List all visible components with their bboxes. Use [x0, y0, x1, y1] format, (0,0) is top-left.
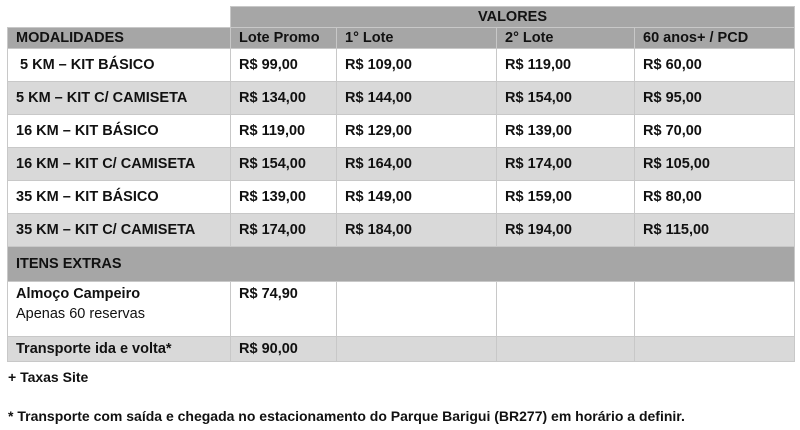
extra-row	[8, 282, 795, 337]
price-cell: R$ 109,00	[337, 49, 497, 82]
extra-item-name: Transporte ida e volta*	[8, 337, 231, 362]
price-cell: R$ 194,00	[497, 214, 635, 247]
price-cell: R$ 99,00	[231, 49, 337, 82]
transport-footnote: * Transporte com saída e chegada no estacionamento do Parque Barigui (BR277) em horário a definir.	[8, 408, 685, 424]
price-cell: R$ 119,00	[231, 115, 337, 148]
price-cell: R$ 115,00	[635, 214, 795, 247]
price-cell: R$ 154,00	[231, 148, 337, 181]
modality-cell: 35 KM – KIT BÁSICO	[8, 181, 231, 214]
fees-note: + Taxas Site	[8, 369, 89, 385]
price-cell: R$ 119,00	[497, 49, 635, 82]
price-cell: R$ 159,00	[497, 181, 635, 214]
price-cell: R$ 139,00	[231, 181, 337, 214]
extra-item-cell	[8, 282, 231, 337]
price-cell: R$ 105,00	[635, 148, 795, 181]
price-cell: R$ 154,00	[497, 82, 635, 115]
empty-cell	[497, 337, 635, 362]
table-title-row	[8, 7, 795, 28]
price-cell: R$ 164,00	[337, 148, 497, 181]
extras-section-title: ITENS EXTRAS	[8, 247, 795, 282]
modality-cell: 5 KM – KIT C/ CAMISETA	[8, 82, 231, 115]
price-cell: R$ 149,00	[337, 181, 497, 214]
price-cell: R$ 174,00	[231, 214, 337, 247]
empty-cell	[8, 7, 231, 28]
table-row	[8, 181, 795, 214]
table-header-row	[8, 28, 795, 49]
extra-price-cell: R$ 90,00	[231, 337, 337, 362]
price-table	[7, 6, 795, 362]
column-header-60-anos-pcd: 60 anos+ / PCD	[635, 28, 795, 49]
extras-section-row	[8, 247, 795, 282]
price-cell: R$ 139,00	[497, 115, 635, 148]
empty-cell	[635, 337, 795, 362]
table-row	[8, 82, 795, 115]
column-header-lote-promo: Lote Promo	[231, 28, 337, 49]
column-header-modalidades: MODALIDADES	[8, 28, 231, 49]
price-cell: R$ 144,00	[337, 82, 497, 115]
table-row	[8, 49, 795, 82]
price-cell: R$ 134,00	[231, 82, 337, 115]
price-cell: R$ 95,00	[635, 82, 795, 115]
empty-cell	[337, 282, 497, 337]
table-row	[8, 148, 795, 181]
empty-cell	[635, 282, 795, 337]
table-row	[8, 115, 795, 148]
column-header-1-lote: 1° Lote	[337, 28, 497, 49]
empty-cell	[337, 337, 497, 362]
price-cell: R$ 184,00	[337, 214, 497, 247]
extra-price-cell: R$ 74,90	[231, 282, 337, 337]
modality-cell: 16 KM – KIT BÁSICO	[8, 115, 231, 148]
extra-item-name: Almoço Campeiro	[16, 286, 141, 302]
table-row	[8, 214, 795, 247]
price-cell: R$ 129,00	[337, 115, 497, 148]
column-header-2-lote: 2° Lote	[497, 28, 635, 49]
price-cell: R$ 60,00	[635, 49, 795, 82]
empty-cell	[497, 282, 635, 337]
modality-cell: 5 KM – KIT BÁSICO	[8, 49, 231, 82]
modality-cell: 16 KM – KIT C/ CAMISETA	[8, 148, 231, 181]
modality-cell: 35 KM – KIT C/ CAMISETA	[8, 214, 231, 247]
extra-row	[8, 337, 795, 362]
price-cell: R$ 80,00	[635, 181, 795, 214]
price-cell: R$ 70,00	[635, 115, 795, 148]
price-cell: R$ 174,00	[497, 148, 635, 181]
table-title: VALORES	[231, 7, 795, 28]
extra-item-note: Apenas 60 reservas	[16, 306, 145, 322]
